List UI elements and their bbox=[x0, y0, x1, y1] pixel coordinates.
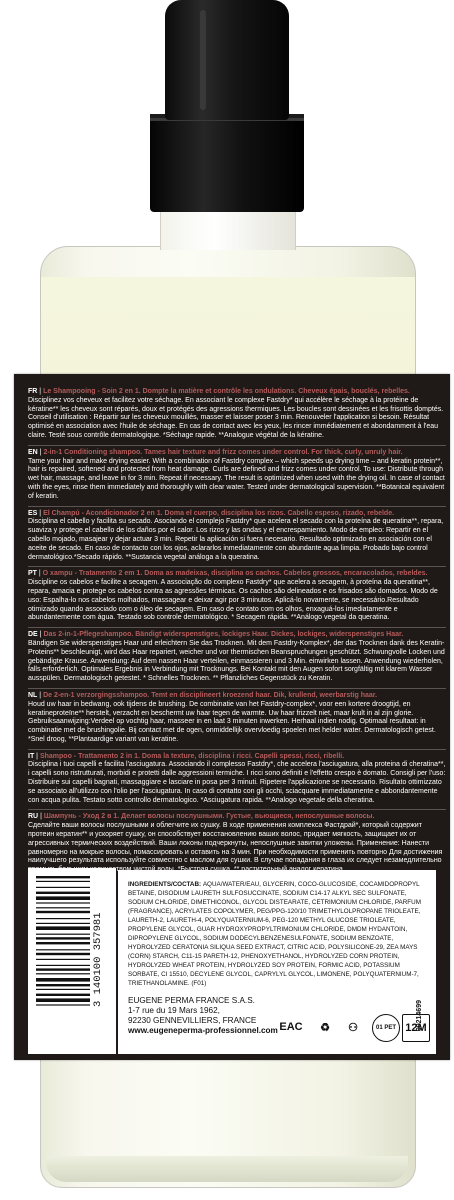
cap-shine bbox=[200, 10, 206, 110]
barcode-bar bbox=[36, 892, 90, 894]
barcode-bar bbox=[36, 1004, 90, 1005]
company-url: www.eugeneperma-professionnel.com bbox=[128, 1026, 278, 1035]
triman-icon: ⚇ bbox=[348, 1021, 358, 1034]
section-body: Tame your hair and make drying easier. With a combination of Fastdry complex – which speeds up drying time – and keratin protein**, hair is repaired, softened and protected from heat damage. Curls are defined and frizz comes under control. To use: Distribute through wet hair, massage, and leave in for 3 min. Repeat if necessary. The result is optimized when used with the drying oil. In case of contact with the eyes, rinse them immediately and thoroughly with clear water. Tested under dermatological supervision. **Botanical equivalent of keratin. bbox=[28, 457, 445, 500]
ingredients bbox=[128, 880, 426, 988]
barcode-bar bbox=[36, 998, 90, 1002]
barcode-bar bbox=[36, 926, 90, 930]
barcode-bar bbox=[36, 918, 90, 919]
barcode-bar bbox=[36, 876, 90, 878]
barcode-bar bbox=[36, 984, 90, 986]
language-code: RU bbox=[28, 813, 39, 821]
section-divider bbox=[28, 688, 446, 689]
section-divider bbox=[28, 627, 446, 628]
section-heading: Шампунь - Уход 2 в 1. Делает волосы послушными. Густые, вьющиеся, непослушные волосы. bbox=[43, 813, 375, 821]
section-divider bbox=[28, 809, 446, 810]
barcode-bar bbox=[36, 923, 90, 924]
section-divider bbox=[28, 749, 446, 750]
section-heading: O xampu - Tratamento 2 em 1. Doma as madeixas, disciplina os cachos. Cabelos grossos, encaracolados, rebeldes. bbox=[42, 570, 428, 578]
barcode-bar bbox=[36, 937, 90, 939]
language-code: IT bbox=[28, 752, 35, 760]
company-name: EUGENE PERMA FRANCE S.A.S. bbox=[128, 996, 255, 1005]
section-body: Disciplinez vos cheveux et facilitez votre séchage. En associant le complexe Fastdry* qui accélère le séchage à la protéine de kératine** les cheveux sont réparés, doux et protégés des agressions thermiques. Les boucles sont dessinées et les frisottis domptés. Conseil d'utilisation : Répartir sur les cheveux mouillés, masser et laisser poser 3 min. Renouveler l'application si besoin. Résultat optimisé en association avec l'huile de séchage. En cas de contact avec les yeux, les rincer immédiatement et abondamment à l'eau claire. Testé sous contrôle dermatologique. *Séchage rapide. **Analogue végétal de la kératine. bbox=[28, 396, 444, 439]
language-code: EN bbox=[28, 448, 38, 456]
barcode-bar bbox=[36, 942, 90, 944]
barcode-bar bbox=[36, 902, 90, 903]
barcode-area bbox=[28, 868, 116, 1054]
barcode-bar bbox=[36, 973, 90, 974]
barcode-bar bbox=[36, 887, 90, 888]
section-divider bbox=[28, 566, 446, 567]
section-heading: Das 2-in-1-Pflegeshampoo. Bändigt widerspenstiges, lockiges Haar. Dickes, lockiges, widerspenstiges Haar. bbox=[43, 631, 404, 639]
barcode-icon bbox=[34, 874, 92, 1046]
product-label bbox=[14, 374, 450, 1060]
bottle-base bbox=[46, 1156, 408, 1182]
barcode-bar bbox=[36, 881, 90, 882]
barcode-bar bbox=[36, 911, 90, 913]
label-section-nl: NL | De 2-en-1 verzorgingsshampoo. Temt en disciplineert kroezend haar. Dik, krullend, weerbarstig haar. Houd uw haar in bedwang, ook tijdens de brushing. De combinatie van het Fastdry-complex*, voor een kortere droogtijd, en keratineproteïne** herstelt, verzacht en beschermt uw haar tegen de warmte. Uw haar frizzelt niet, maar krult in al zijn glorie. Gebruiksaanwijzing:Verdeel op vochtig haar, masseer in en laat 3 minuten inwerken. Herhaal indien nodig. Optimaal resultaat: in combinatie met de brushingolie. Bij contact met de ogen, onmiddellijk overvloedig spoelen met helder water. Dermatologisch getest. *Snel droog, **Plantaardige variant van keratine. bbox=[28, 691, 436, 743]
section-body: Disciplina el cabello y facilita su secado. Asociando el complejo Fastdry* que acelera el secado con la proteína de queratina**, repara, suaviza y protege el cabello de los daños por el calor. Los rizos y las ondas y el encrespamiento. Modo de empleo: Repartir en el cabello mojado, masajear y dejar actuar 3 min. Repetir la aplicación si fuera necesario. Resultado optimizado en asociación con el aceite de secado. En caso de contacto con los ojos, aclararlos inmediatamente con abundante agua limpia. Probado bajo control dermatológico.*Secado rápido. **Sustancia vegetal análoga a la queratina. bbox=[28, 518, 444, 561]
company-info bbox=[128, 996, 278, 1036]
section-body: Bändigen Sie widerspenstiges Haar und erleichtern Sie das Trocknen. Mit dem Fastdry-Komplex*, der das Trocknen dank des Keratin-Proteins** beschleunigt, wird das Haar repariert, weicher und vor thermischen Beanspruchungen geschützt. Schwungvolle Locken und gebändigte Krause. Anwendung: Auf dem nassen Haar verteilen, einmassieren und 3 Min. einwirken lassen. Anwendung wiederholen, falls erforderlich. Optimales Ergebnis in Verbindung mit Trocknungs. Bei Kontakt mit den Augen sofort sorgfältig mit klarem Wasser ausspülen. Dermatologisch getestet. * Schnelles Trocknen. ** Pflanzliches Gegenstück zu Keratin. bbox=[28, 639, 445, 683]
label-section-es: ES | El Champú - Acondicionador 2 en 1. Doma el cuerpo, disciplina los rizos. Cabello espeso, rizado, rebelde. Disciplina el cabello y facilita su secado. Asociando el complejo Fastdry* que acelera el secado con la proteína de queratina**, repara, suaviza y protege el cabello de los daños por el calor. Los rizos y las ondas y el encrespamiento. Modo de empleo: Repartir en el cabello mojado, masajear y dejar actuar 3 min. Repetir la aplicación si fuera necesario. Resultado optimizado en asociación con el aceite de secado. En caso de contacto con los ojos, aclararlos inmediatamente con abundante agua limpia. Probado bajo control dermatológico.*Secado rápido. **Sustancia vegetal análoga a la queratina. bbox=[28, 509, 444, 561]
barcode-bar bbox=[36, 965, 90, 966]
barcode-bar bbox=[36, 989, 90, 990]
label-section-en: EN | 2-in-1 Conditioning shampoo. Tames hair texture and frizz comes under control. For thick, curly, unruly hair. Tame your hair and make drying easier. With a combination of Fastdry complex – which speeds up drying time – and keratin protein**, hair is repaired, softened and protected from heat damage. Curls are defined and frizz comes under control. To use: Distribute through wet hair, massage, and leave in for 3 min. Repeat if necessary. The result is optimized when used with the drying oil. In case of contact with the eyes, rinse them immediately and thoroughly with clear water. Tested under dermatological supervision. **Botanical equivalent of keratin. bbox=[28, 448, 445, 500]
cap-collar bbox=[150, 116, 304, 212]
language-code: DE bbox=[28, 631, 38, 639]
pet-recycle-icon: 01 PET bbox=[372, 1014, 400, 1042]
info-box bbox=[118, 870, 436, 1054]
barcode-bar bbox=[36, 959, 90, 960]
certification-icons bbox=[278, 1014, 428, 1044]
bottle-neck bbox=[160, 210, 296, 250]
label-section-fr: FR | Le Shampooing - Soin 2 en 1. Dompte la matière et contrôle les ondulations. Cheveux épais, bouclés, rebelles. Disciplinez vos cheveux et facilitez votre séchage. En associant le complexe Fastdry* qui accélère le séchage à la protéine de kératine** les cheveux sont réparés, doux et protégés des agressions thermiques. Les boucles sont dessinées et les frisottis domptés. Conseil d'utilisation : Répartir sur les cheveux mouillés, masser et laisser poser 3 min. Renouveler l'application si besoin. Résultat optimisé en association avec l'huile de séchage. En cas de contact avec les yeux, les rincer immédiatement et abondamment à l'eau claire. Testé sous contrôle dermatologique. *Séchage rapide. **Analogue végétal de la kératine. bbox=[28, 388, 444, 439]
barcode-bar bbox=[36, 934, 90, 935]
barcode-bar bbox=[36, 978, 90, 982]
section-body: Houd uw haar in bedwang, ook tijdens de brushing. De combinatie van het Fastdry-complex*, voor een kortere droogtijd, en keratineproteïne** herstelt, verzacht en beschermt uw haar tegen de warmte. Uw haar frizzelt niet, maar krult in al zijn glorie. Gebruiksaanwijzing:Verdeel op vochtig haar, masseer in en laat 3 minuten inwerken. Herhaal indien nodig. Optimaal resultaat: in combinatie met de brushingolie. Bij contact met de ogen, onmiddellijk overvloedig spoelen met helder water. Dermatologisch getest. *Snel droog, **Plantaardige variant van keratine. bbox=[28, 700, 436, 743]
company-address-1: 1-7 rue du 19 Mars 1962, bbox=[128, 1006, 220, 1015]
ingredients-text: AQUA/WATER/EAU, GLYCERIN, COCO-GLUCOSIDE, COCAMIDOPROPYL BETAINE, DISODIUM LAURETH SULFOSUCCINATE, SODIUM C14-17 ALKYL SEC SULFONATE, SODIUM CHLORIDE, DIMETHICONOL, GLYCOL DISTEARATE, CETRIMONIUM CHLORIDE, PARFUM (FRAGRANCE), ACRYLATES COPOLYMER, PEG/PPG-120/10 TRIMETHYLOLPROPANE TRIOLEATE, LAURETH-2, LAURETH-4, POLYQUATERNIUM-6, PEG-120 METHYL GLUCOSE TRIOLEATE, PROPYLENE GLYCOL, GUAR HYDROXYPROPYLTRIMONIUM CHLORIDE, DMDM HYDANTOIN, DIPROPYLENE GLYCOL, SODIUM DODECYLBENZENESULFONATE, SODIUM BENZOATE, HYDROLYZED CERATONIA SILIQUA SEED EXTRACT, CITRIC ACID, POLYSILICONE-29, ZEA MAYS (CORN) STARCH, C11-15 PARETH-12, PHENOXYETHANOL, HYDROLYZED CORN PROTEIN, HYDROLYZED WHEAT PROTEIN, HYDROLYZED SOY PROTEIN, FORMIC ACID, POTASSIUM SORBATE, CI 15510, DECYLENE GLYCOL, CAPRYLYL GLYCOL, LIMONENE, POLYQUATERNIUM-7, TRIETHANOLAMINE. (F01) bbox=[128, 881, 421, 987]
multilingual-text bbox=[28, 388, 446, 879]
spray-cap bbox=[165, 0, 289, 120]
section-heading: 2-in-1 Conditioning shampoo. Tames hair texture and frizz comes under control. For thick, curly, unruly hair. bbox=[43, 448, 403, 456]
language-code: PT bbox=[28, 570, 37, 578]
eac-mark-icon: EAC bbox=[279, 1021, 303, 1033]
ingredients-label: INGREDIENTS/СОСТАВ: bbox=[128, 881, 202, 888]
label-section-it: IT | Shampoo - Trattamento 2 in 1. Doma la texture, disciplina i ricci. Capelli spessi, ricci, ribelli. Disciplina i tuoi capelli e facilita l'asciugatura. Associando il complesso Fastdry*, che accelera l'asciugatura, alla proteina di cheratina**, i capelli sono ristrutturati, morbidi e protetti dalle aggressioni termiche. I ricci sono definiti e l'effetto crespo è domato. Consigli per l'uso: Distribuire sui capelli bagnati, massaggiare e lasciare in posa per 3 minuti. Ripetere l'applicazione se necessario. Risultato ottimizzato se associato all'utilizzo con l'olio per l'asciugatura. In caso di contatto con gli occhi, sciacquare immediatamente e abbondantemente con acqua pulita. Testato sotto controllo dermatologico. *Asciugatura rapida. **Analogo vegetale della cheratina. bbox=[28, 752, 446, 804]
label-section-ru: RU | Шампунь - Уход 2 в 1. Делает волосы послушными. Густые, вьющиеся, непослушные волосы. Сделайте ваши волосы послушными и облегчите их сушку. В ходе применения комплекса Фастдрай*, который содержит протеин кератин** и ускоряет сушку, он способствует восстановлению ваших волос, придает мягкость, защищает их от агрессивных термических воздействий. Ваши локоны подчеркнуты, непослушные завитки уложены. Применение: Нанести равномерно на мокрые волосы, помассировать и оставить на 3 мин. При необходимости применить повторно Для достижения наилучшего результата используйте совместно с маслом для сушки. В случае попадания в глаза их следует незамедлительно bbox=[28, 813, 446, 875]
barcode-bar bbox=[36, 907, 90, 908]
company-address-2: 92230 GENNEVILLIERS, FRANCE bbox=[128, 1016, 257, 1025]
barcode-bar bbox=[36, 949, 90, 950]
recycle-icon: ♻ bbox=[320, 1021, 330, 1034]
lot-code: 00214699 bbox=[416, 1000, 423, 1032]
pao-12m-icon: 12M bbox=[402, 1014, 430, 1042]
section-body: Disciplina i tuoi capelli e facilita l'asciugatura. Associando il complesso Fastdry*, che accelera l'asciugatura, alla proteina di cheratina**, i capelli sono ristrutturati, morbidi e protetti dalle aggressioni termiche. I ricci sono definiti e l'effetto crespo è domato. Consigli per l'uso: Distribuire sui capelli bagnati, massaggiare e lasciare in posa per 3 minuti. Ripetere l'applicazione se necessario. Risultato ottimizzato se associato all'utilizzo con l'olio per l'asciugatura. In caso di contatto con gli occhi, sciacquare immediatamente e abbondantemente con acqua pulita. Testato sotto controllo dermatologico. *Asciugatura rapida. **Analogo vegetale della cheratina. bbox=[28, 761, 446, 804]
section-heading: Shampoo - Trattamento 2 in 1. Doma la texture, disciplina i ricci. Capelli spessi, ricci, ribelli. bbox=[39, 752, 345, 760]
section-body: Сделайте ваши волосы послушными и облегчите их сушку. В ходе применения комплекса Фастдрай*, который содержит протеин кератин** и ускоряет сушку, он способствует восстановлению ваших волос, придает мягкость, защищает их от агрессивных термических воздействий. Ваши локоны подчеркнуты, непослушные завитки уложены. Применение: Нанести равномерно на мокрые волосы, помассировать и оставить на 3 мин. При необходимости применить повторно Для достижения наилучшего результата используйте совместно с маслом для сушки. В случае попадания в глаза их следует незамедлительно bbox=[28, 822, 443, 865]
barcode-bar bbox=[36, 994, 90, 996]
language-code: NL bbox=[28, 691, 38, 699]
barcode-bar bbox=[36, 953, 90, 955]
barcode-bar bbox=[36, 896, 90, 900]
barcode-number: 3 140100 357981 bbox=[92, 912, 104, 1008]
section-body: Discipline os cabelos e facilite a secagem. A associação do complexo Fastdry* que acelera a secagem, à proteína da queratina**, repara, amacia e protege os cabelos contra as agressões térmicas. Os cachos são delineados e os frisados são domados. Modo de uso: Espalha-lo nos cabelos molhados, massagear e deixar agir por 3 minutos. Aplicá-lo novamente, se necessário.Resultado otimizado quando associado com o óleo de secagem. Em caso de contato com os olhos, enxaguá-los imediatamente e abundantemente com água. Testado sob controle dermatológico. * Secagem rápida. **Análogo vegetal da queratina. bbox=[28, 579, 438, 622]
label-section-de: DE | Das 2-in-1-Pflegeshampoo. Bändigt widerspenstiges, lockiges Haar. Dickes, lockiges, widerspenstiges Haar. Bändigen Sie widerspenstiges Haar und erleichtern Sie das Trocknen. Mit dem Fastdry-Komplex*, der das Trocknen dank des Keratin-Proteins** beschleunigt, wird das Haar repariert, weicher und vor thermischen Beanspruchungen geschützt. Schwungvolle Locken und gebändigte Krause. Anwendung: Auf dem nassen Haar verteilen, einmassieren und 3 Min. einwirken lassen. Anwendung wiederholen, falls erforderlich. Optimales Ergebnis in Verbindung mit Trocknungs. Bei Kontakt mit den Augen sofort sorgfältig mit klarem Wasser ausspülen. Dermatologisch getestet. * Schnelles Trocknen. ** Pflanzliches Gegenstück zu Keratin. bbox=[28, 631, 445, 683]
section-heading: El Champú - Acondicionador 2 en 1. Doma el cuerpo, disciplina los rizos. Cabello espeso, rizado, rebelde. bbox=[43, 509, 395, 517]
barcode-bar bbox=[36, 968, 90, 970]
section-heading: De 2-en-1 verzorgingsshampoo. Temt en disciplineert kroezend haar. Dik, krullend, weerbarstig haar. bbox=[43, 691, 378, 699]
label-section-pt: PT | O xampu - Tratamento 2 em 1. Doma as madeixas, disciplina os cachos. Cabelos grossos, encaracolados, rebeldes. Discipline os cabelos e facilite a secagem. A associação do complexo Fastdry* que acelera a secagem, à proteína da queratina**, repara, amacia e protege os cabelos contra as agressões térmicas. Os cachos são delineados e os frisados são domados. Modo de uso: Espalha-lo nos cabelos molhados, massagear e deixar agir por 3 minutos. Aplicá-lo novamente, se necessário.Resultado otimizado quando associado com o óleo de secagem. Em caso de contato com os olhos, enxaguá-los imediatamente e abundantemente com água. Testado sob controle dermatológico. * Secagem rápida. **Análogo vegetal da queratina. bbox=[28, 570, 438, 622]
section-divider bbox=[28, 506, 446, 507]
language-code: ES bbox=[28, 509, 38, 517]
section-divider bbox=[28, 445, 446, 446]
language-code: FR bbox=[28, 388, 38, 395]
section-heading: Le Shampooing - Soin 2 en 1. Dompte la matière et contrôle les ondulations. Cheveux épais, bouclés, rebelles. bbox=[43, 388, 410, 395]
